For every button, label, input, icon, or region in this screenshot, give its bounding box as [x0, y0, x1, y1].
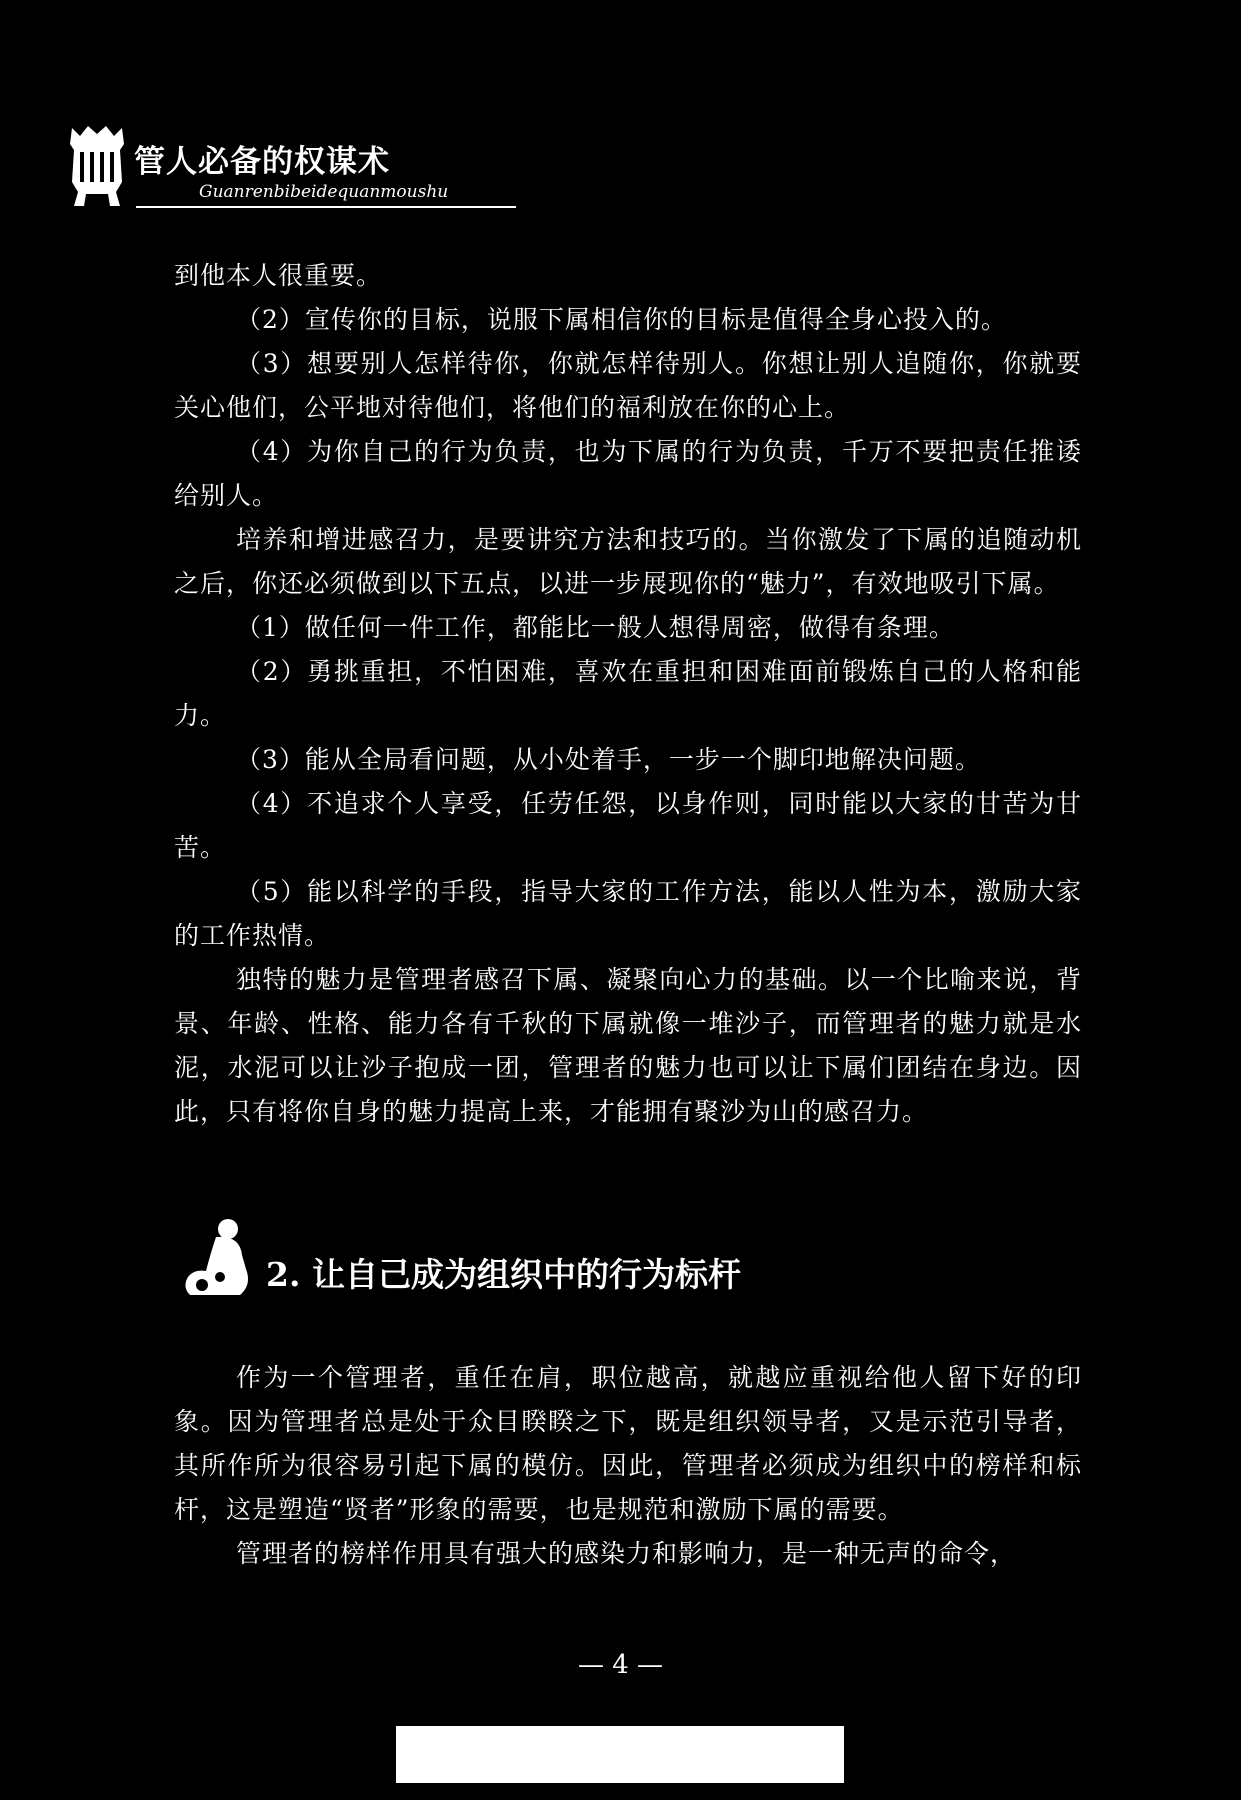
paragraph: （2）宣传你的目标，说服下属相信你的目标是值得全身心投入的。 [236, 305, 1007, 334]
bronze-vessel-icon [64, 122, 130, 208]
paragraph: 到他本人很重要。 [174, 261, 383, 290]
paragraph: （2）勇挑重担，不怕困难，喜欢在重担和困难面前锻炼自己的人格和能力。 [174, 657, 1082, 730]
paragraph: （3）能从全局看问题，从小处着手，一步一个脚印地解决问题。 [236, 745, 981, 774]
footer-blank-box [396, 1726, 844, 1783]
paragraph: （1）做任何一件工作，都能比一般人想得周密，做得有条理。 [236, 613, 955, 642]
figurine-icon [180, 1215, 262, 1299]
book-title: 管人必备的权谋术 [134, 144, 390, 180]
header-rule [136, 206, 516, 208]
body-text-top [174, 254, 1082, 1134]
section-heading [180, 1215, 980, 1305]
paragraph: （4）为你自己的行为负责，也为下属的行为负责，千万不要把责任推诿给别人。 [174, 437, 1082, 510]
section-title: 2. 让自己成为组织中的行为标杆 [266, 1255, 741, 1294]
body-text-bottom [174, 1356, 1082, 1576]
paragraph: 作为一个管理者，重任在肩，职位越高，就越应重视给他人留下好的印象。因为管理者总是处于众目睽睽之下，既是组织领导者，又是示范引导者，其所作所为很容易引起下属的模仿。因此，管理者必须成为组织中的榜样和标杆，这是塑造“贤者”形象的需要，也是规范和激励下属的需要。 [174, 1363, 1082, 1524]
page-number: — 4 — [577, 1650, 664, 1680]
paragraph: 管理者的榜样作用具有强大的感染力和影响力，是一种无声的命令， [236, 1539, 1017, 1568]
paragraph: （4）不追求个人享受，任劳任怨，以身作则，同时能以大家的甘苦为甘苦。 [174, 789, 1082, 862]
book-title-pinyin: Guanrenbibeidequanmoushu [199, 182, 449, 202]
book-header [64, 118, 484, 218]
paragraph: （5）能以科学的手段，指导大家的工作方法，能以人性为本，激励大家的工作热情。 [174, 877, 1082, 950]
paragraph: 培养和增进感召力，是要讲究方法和技巧的。当你激发了下属的追随动机之后，你还必须做到以下五点，以进一步展现你的“魅力”，有效地吸引下属。 [174, 525, 1082, 598]
paragraph: （3）想要别人怎样待你，你就怎样待别人。你想让别人追随你，你就要关心他们，公平地对待他们，将他们的福利放在你的心上。 [174, 349, 1082, 422]
paragraph: 独特的魅力是管理者感召下属、凝聚向心力的基础。以一个比喻来说，背景、年龄、性格、能力各有千秋的下属就像一堆沙子，而管理者的魅力就是水泥，水泥可以让沙子抱成一团，管理者的魅力也可以让下属们团结在身边。因此，只有将你自身的魅力提高上来，才能拥有聚沙为山的感召力。 [174, 965, 1082, 1126]
